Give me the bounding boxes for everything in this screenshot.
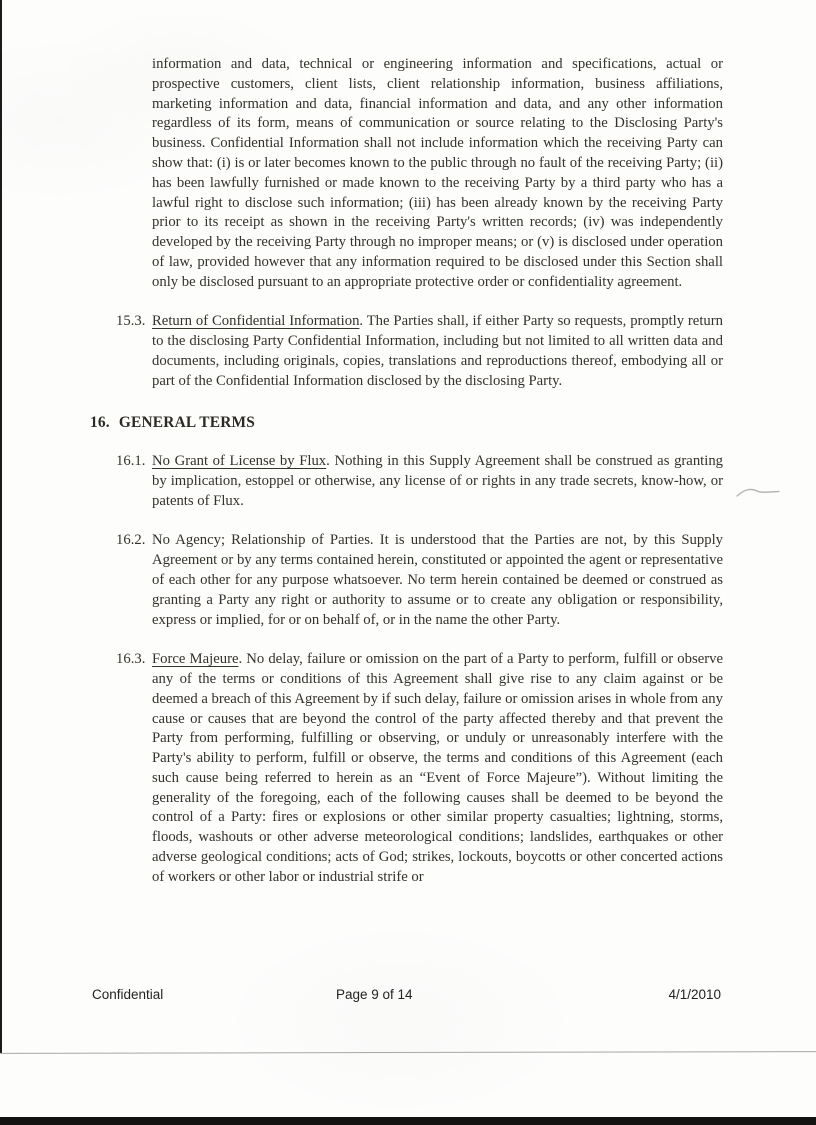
paragraph-continuation [152, 55, 723, 293]
clause-number: 16.1. [116, 453, 146, 470]
section-heading-general-terms [90, 413, 723, 433]
footer-date: 4/1/2010 [668, 987, 721, 1002]
clause-heading: Return of Confidential Information [152, 313, 360, 330]
clause-text: . The Parties shall, if either Party so requests, promptly return to the disclosing Party Confidential Information, including but not limited to all written data and documents, including originals, copies, translations and reproductions thereof, embodying all or part of the Confidential Information disclosed by the disclosing Party. [152, 313, 723, 389]
scan-artifact-bottom-line [0, 1051, 816, 1054]
clause-heading: No Agency; Relationship of Parties [152, 532, 370, 549]
clause-text: . No delay, failure or omission on the part of a Party to perform, fulfill or observe any of the terms or conditions of this Agreement shall give rise to any claim against or be deemed a breach of this Agreement by if such delay, failure or omission arises in whole from any cause or causes that are beyond the control of the party affected thereby and that prevent the Party from performing, fulfilling or observing, or unduly or unreasonably interfere with the Party's ability to perform, fulfill or observe, the terms and conditions of this Agreement (each such cause being referred to herein as an “Event of Force Majeure”). Without limiting the generality of the foregoing, each of the following causes shall be deemed to be beyond the control of a Party: fires or explosions or other similar property casualties; lightning, storms, floods, washouts or other adverse meteorological conditions; landslides, earthquakes or other adverse geological conditions; acts of God; strikes, lockouts, boycotts or other concerted actions of workers or other labor or industrial strife or [152, 651, 723, 885]
pencil-squiggle-mark [735, 485, 783, 501]
paragraph-text: information and data, technical or engineering information and specifications, actual or prospective customers, client lists, client relationship information, business affiliations, marketing information and data, financial information and data, and any other information regardless of its form, means of communication or source relating to the Disclosing Party's business. Confidential Information shall not include information which the receiving Party can show that: (i) is or later becomes known to the public through no fault of the receiving Party; (ii) has been lawfully furnished or made known to the receiving Party by a third party who has a lawful right to disclose such information; (iii) has been already known by the receiving Party prior to its receipt as shown in the receiving Party's written records; (iv) was independently developed by the receiving Party through no improper means; or (v) is disclosed under operation of law, provided however that any information required to be disclosed under this Section shall only be disclosed pursuant to an appropriate protective order or confidentiality agreement. [152, 56, 723, 290]
scan-artifact-bottom-band [0, 1117, 816, 1125]
clause-16-3 [116, 650, 723, 888]
clause-number: 16.3. [116, 651, 146, 668]
clause-15-3 [116, 312, 723, 391]
clause-text: . It is understood that the Parties are not, by this Supply Agreement or by any terms contained herein, constituted or appointed the agent or representative of each other for any purpose whatsoever. No term herein contained be deemed or construed as granting a Party any right or authority to assume or to create any obligation or responsibility, express or implied, for or on behalf of, or in the name the other Party. [152, 532, 723, 628]
clause-number: 15.3. [116, 313, 146, 330]
clause-16-2 [116, 531, 723, 630]
section-number: 16. [90, 413, 110, 431]
clause-heading: No Grant of License by Flux [152, 453, 327, 470]
footer-confidential-label: Confidential [92, 987, 164, 1002]
scan-artifact-left-edge [0, 0, 2, 1053]
section-title: GENERAL TERMS [118, 413, 256, 431]
clause-text: . Nothing in this Supply Agreement shall be construed as granting by implication, estoppel or otherwise, any license of or rights in any trade secrets, know-how, or patents of Flux. [152, 453, 724, 509]
clause-number: 16.2. [116, 532, 146, 549]
page-footer [92, 987, 721, 1005]
clause-16-1 [116, 452, 724, 511]
clause-heading: Force Majeure [152, 651, 239, 668]
document-body [90, 55, 724, 888]
footer-page-number: Page 9 of 14 [336, 987, 413, 1002]
